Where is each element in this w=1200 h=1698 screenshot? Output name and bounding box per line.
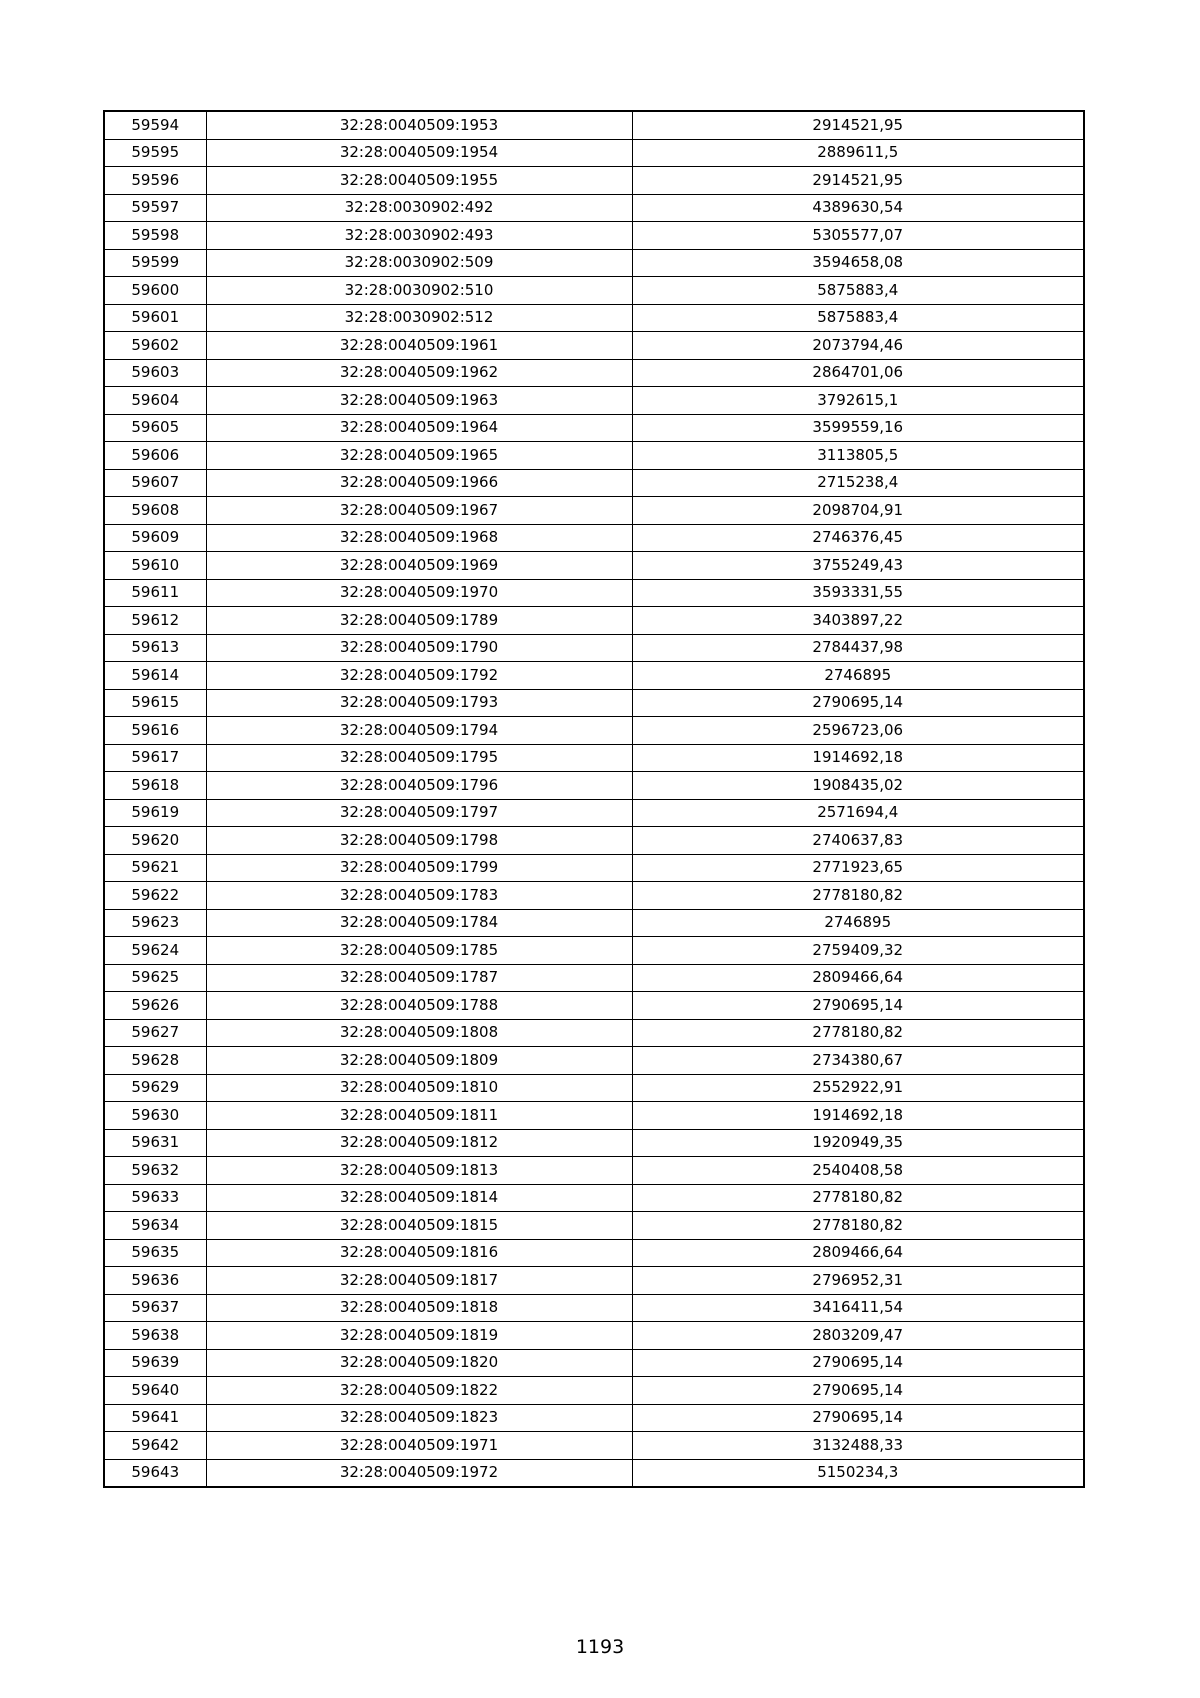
row-number-cell: 59607 bbox=[104, 469, 206, 497]
table-row bbox=[104, 882, 1084, 910]
table-row bbox=[104, 909, 1084, 937]
row-number-cell: 59619 bbox=[104, 799, 206, 827]
cadastral-number-cell: 32:28:0040509:1814 bbox=[206, 1184, 632, 1212]
row-number-cell: 59639 bbox=[104, 1349, 206, 1377]
cadastral-value-cell: 2790695,14 bbox=[632, 1349, 1084, 1377]
row-number-cell: 59616 bbox=[104, 717, 206, 745]
table-row bbox=[104, 937, 1084, 965]
table-row bbox=[104, 167, 1084, 195]
cadastral-value-cell: 2803209,47 bbox=[632, 1322, 1084, 1350]
row-number-cell: 59638 bbox=[104, 1322, 206, 1350]
cadastral-value-cell: 1914692,18 bbox=[632, 1102, 1084, 1130]
table-row bbox=[104, 1349, 1084, 1377]
cadastral-number-cell: 32:28:0040509:1954 bbox=[206, 139, 632, 167]
table-row bbox=[104, 1459, 1084, 1487]
cadastral-number-cell: 32:28:0040509:1819 bbox=[206, 1322, 632, 1350]
row-number-cell: 59599 bbox=[104, 249, 206, 277]
cadastral-number-cell: 32:28:0040509:1971 bbox=[206, 1432, 632, 1460]
cadastral-value-cell: 2778180,82 bbox=[632, 1019, 1084, 1047]
row-number-cell: 59623 bbox=[104, 909, 206, 937]
row-number-cell: 59606 bbox=[104, 442, 206, 470]
cadastral-number-cell: 32:28:0040509:1795 bbox=[206, 744, 632, 772]
row-number-cell: 59635 bbox=[104, 1239, 206, 1267]
table-row bbox=[104, 1129, 1084, 1157]
cadastral-number-cell: 32:28:0030902:492 bbox=[206, 194, 632, 222]
cadastral-value-cell: 2778180,82 bbox=[632, 1212, 1084, 1240]
row-number-cell: 59595 bbox=[104, 139, 206, 167]
cadastral-value-cell: 2746895 bbox=[632, 662, 1084, 690]
cadastral-value-cell: 5875883,4 bbox=[632, 304, 1084, 332]
cadastral-value-cell: 3755249,43 bbox=[632, 552, 1084, 580]
cadastral-number-cell: 32:28:0040509:1820 bbox=[206, 1349, 632, 1377]
table-row bbox=[104, 607, 1084, 635]
table-row bbox=[104, 827, 1084, 855]
table-row bbox=[104, 414, 1084, 442]
table-row bbox=[104, 1157, 1084, 1185]
cadastral-number-cell: 32:28:0040509:1796 bbox=[206, 772, 632, 800]
table-row bbox=[104, 111, 1084, 139]
table-row bbox=[104, 772, 1084, 800]
row-number-cell: 59609 bbox=[104, 524, 206, 552]
row-number-cell: 59628 bbox=[104, 1047, 206, 1075]
table-row bbox=[104, 1212, 1084, 1240]
cadastral-value-cell: 4389630,54 bbox=[632, 194, 1084, 222]
cadastral-value-cell: 2809466,64 bbox=[632, 964, 1084, 992]
cadastral-number-cell: 32:28:0040509:1963 bbox=[206, 387, 632, 415]
row-number-cell: 59634 bbox=[104, 1212, 206, 1240]
table-row bbox=[104, 689, 1084, 717]
row-number-cell: 59627 bbox=[104, 1019, 206, 1047]
cadastral-number-cell: 32:28:0040509:1965 bbox=[206, 442, 632, 470]
row-number-cell: 59610 bbox=[104, 552, 206, 580]
cadastral-value-cell: 2098704,91 bbox=[632, 497, 1084, 525]
cadastral-number-cell: 32:28:0040509:1794 bbox=[206, 717, 632, 745]
row-number-cell: 59636 bbox=[104, 1267, 206, 1295]
cadastral-number-cell: 32:28:0040509:1788 bbox=[206, 992, 632, 1020]
row-number-cell: 59620 bbox=[104, 827, 206, 855]
cadastral-number-cell: 32:28:0040509:1809 bbox=[206, 1047, 632, 1075]
cadastral-number-cell: 32:28:0030902:509 bbox=[206, 249, 632, 277]
table-row bbox=[104, 442, 1084, 470]
cadastral-number-cell: 32:28:0040509:1962 bbox=[206, 359, 632, 387]
cadastral-value-cell: 2778180,82 bbox=[632, 882, 1084, 910]
row-number-cell: 59630 bbox=[104, 1102, 206, 1130]
row-number-cell: 59624 bbox=[104, 937, 206, 965]
cadastral-value-cell: 1908435,02 bbox=[632, 772, 1084, 800]
row-number-cell: 59604 bbox=[104, 387, 206, 415]
cadastral-number-cell: 32:28:0040509:1966 bbox=[206, 469, 632, 497]
cadastral-value-cell: 2790695,14 bbox=[632, 992, 1084, 1020]
row-number-cell: 59615 bbox=[104, 689, 206, 717]
cadastral-number-cell: 32:28:0040509:1785 bbox=[206, 937, 632, 965]
table-row bbox=[104, 387, 1084, 415]
cadastral-number-cell: 32:28:0040509:1961 bbox=[206, 332, 632, 360]
cadastral-number-cell: 32:28:0040509:1783 bbox=[206, 882, 632, 910]
cadastral-value-cell: 2715238,4 bbox=[632, 469, 1084, 497]
row-number-cell: 59602 bbox=[104, 332, 206, 360]
table-row bbox=[104, 1267, 1084, 1295]
table-row bbox=[104, 1294, 1084, 1322]
table-row bbox=[104, 1404, 1084, 1432]
row-number-cell: 59613 bbox=[104, 634, 206, 662]
cadastral-value-cell: 2796952,31 bbox=[632, 1267, 1084, 1295]
cadastral-value-cell: 5875883,4 bbox=[632, 277, 1084, 305]
row-number-cell: 59618 bbox=[104, 772, 206, 800]
cadastral-number-cell: 32:28:0040509:1792 bbox=[206, 662, 632, 690]
table-row bbox=[104, 552, 1084, 580]
cadastral-number-cell: 32:28:0040509:1953 bbox=[206, 111, 632, 139]
cadastral-value-cell: 2596723,06 bbox=[632, 717, 1084, 745]
table-row bbox=[104, 634, 1084, 662]
row-number-cell: 59631 bbox=[104, 1129, 206, 1157]
table-body bbox=[104, 111, 1084, 1487]
cadastral-value-cell: 2540408,58 bbox=[632, 1157, 1084, 1185]
row-number-cell: 59632 bbox=[104, 1157, 206, 1185]
cadastral-value-cell: 2759409,32 bbox=[632, 937, 1084, 965]
cadastral-value-cell: 1920949,35 bbox=[632, 1129, 1084, 1157]
table-row bbox=[104, 332, 1084, 360]
row-number-cell: 59603 bbox=[104, 359, 206, 387]
cadastral-number-cell: 32:28:0040509:1816 bbox=[206, 1239, 632, 1267]
table-row bbox=[104, 1047, 1084, 1075]
row-number-cell: 59625 bbox=[104, 964, 206, 992]
cadastral-value-cell: 2790695,14 bbox=[632, 1377, 1084, 1405]
table-row bbox=[104, 277, 1084, 305]
table-row bbox=[104, 524, 1084, 552]
cadastral-number-cell: 32:28:0040509:1812 bbox=[206, 1129, 632, 1157]
row-number-cell: 59633 bbox=[104, 1184, 206, 1212]
table-row bbox=[104, 139, 1084, 167]
cadastral-number-cell: 32:28:0040509:1822 bbox=[206, 1377, 632, 1405]
table-row bbox=[104, 249, 1084, 277]
cadastral-value-cell: 2889611,5 bbox=[632, 139, 1084, 167]
table-row bbox=[104, 1432, 1084, 1460]
cadastral-value-cell: 3132488,33 bbox=[632, 1432, 1084, 1460]
cadastral-number-cell: 32:28:0040509:1815 bbox=[206, 1212, 632, 1240]
cadastral-number-cell: 32:28:0040509:1810 bbox=[206, 1074, 632, 1102]
cadastral-value-cell: 3403897,22 bbox=[632, 607, 1084, 635]
cadastral-value-cell: 2073794,46 bbox=[632, 332, 1084, 360]
table-row bbox=[104, 1377, 1084, 1405]
cadastral-value-cell: 2746376,45 bbox=[632, 524, 1084, 552]
table-row bbox=[104, 1074, 1084, 1102]
table-row bbox=[104, 992, 1084, 1020]
table-row bbox=[104, 1019, 1084, 1047]
cadastral-value-table bbox=[103, 110, 1085, 1488]
cadastral-number-cell: 32:28:0030902:510 bbox=[206, 277, 632, 305]
cadastral-number-cell: 32:28:0040509:1817 bbox=[206, 1267, 632, 1295]
cadastral-value-cell: 2771923,65 bbox=[632, 854, 1084, 882]
cadastral-number-cell: 32:28:0040509:1790 bbox=[206, 634, 632, 662]
cadastral-number-cell: 32:28:0040509:1970 bbox=[206, 579, 632, 607]
table-row bbox=[104, 359, 1084, 387]
cadastral-number-cell: 32:28:0040509:1823 bbox=[206, 1404, 632, 1432]
table-row bbox=[104, 854, 1084, 882]
row-number-cell: 59643 bbox=[104, 1459, 206, 1487]
table-row bbox=[104, 744, 1084, 772]
cadastral-number-cell: 32:28:0040509:1811 bbox=[206, 1102, 632, 1130]
cadastral-number-cell: 32:28:0040509:1799 bbox=[206, 854, 632, 882]
row-number-cell: 59600 bbox=[104, 277, 206, 305]
cadastral-number-cell: 32:28:0040509:1967 bbox=[206, 497, 632, 525]
table-row bbox=[104, 579, 1084, 607]
cadastral-number-cell: 32:28:0040509:1969 bbox=[206, 552, 632, 580]
table-row bbox=[104, 799, 1084, 827]
cadastral-value-cell: 3593331,55 bbox=[632, 579, 1084, 607]
table-row bbox=[104, 469, 1084, 497]
cadastral-value-cell: 3594658,08 bbox=[632, 249, 1084, 277]
row-number-cell: 59597 bbox=[104, 194, 206, 222]
row-number-cell: 59614 bbox=[104, 662, 206, 690]
table-row bbox=[104, 662, 1084, 690]
cadastral-value-cell: 2809466,64 bbox=[632, 1239, 1084, 1267]
cadastral-value-cell: 2740637,83 bbox=[632, 827, 1084, 855]
row-number-cell: 59622 bbox=[104, 882, 206, 910]
cadastral-value-cell: 3792615,1 bbox=[632, 387, 1084, 415]
table-row bbox=[104, 222, 1084, 250]
row-number-cell: 59601 bbox=[104, 304, 206, 332]
cadastral-number-cell: 32:28:0040509:1789 bbox=[206, 607, 632, 635]
row-number-cell: 59605 bbox=[104, 414, 206, 442]
cadastral-value-cell: 2790695,14 bbox=[632, 689, 1084, 717]
cadastral-value-cell: 2790695,14 bbox=[632, 1404, 1084, 1432]
row-number-cell: 59637 bbox=[104, 1294, 206, 1322]
cadastral-number-cell: 32:28:0040509:1787 bbox=[206, 964, 632, 992]
cadastral-value-cell: 2914521,95 bbox=[632, 167, 1084, 195]
cadastral-value-cell: 1914692,18 bbox=[632, 744, 1084, 772]
row-number-cell: 59629 bbox=[104, 1074, 206, 1102]
cadastral-value-cell: 3599559,16 bbox=[632, 414, 1084, 442]
table-row bbox=[104, 304, 1084, 332]
cadastral-number-cell: 32:28:0030902:493 bbox=[206, 222, 632, 250]
cadastral-value-cell: 5150234,3 bbox=[632, 1459, 1084, 1487]
row-number-cell: 59611 bbox=[104, 579, 206, 607]
cadastral-value-cell: 3416411,54 bbox=[632, 1294, 1084, 1322]
row-number-cell: 59621 bbox=[104, 854, 206, 882]
cadastral-number-cell: 32:28:0040509:1797 bbox=[206, 799, 632, 827]
cadastral-number-cell: 32:28:0040509:1964 bbox=[206, 414, 632, 442]
row-number-cell: 59596 bbox=[104, 167, 206, 195]
cadastral-number-cell: 32:28:0040509:1813 bbox=[206, 1157, 632, 1185]
row-number-cell: 59608 bbox=[104, 497, 206, 525]
cadastral-value-cell: 3113805,5 bbox=[632, 442, 1084, 470]
row-number-cell: 59612 bbox=[104, 607, 206, 635]
cadastral-value-cell: 2734380,67 bbox=[632, 1047, 1084, 1075]
page-number: 1193 bbox=[575, 1636, 625, 1658]
row-number-cell: 59626 bbox=[104, 992, 206, 1020]
cadastral-value-cell: 2784437,98 bbox=[632, 634, 1084, 662]
cadastral-number-cell: 32:28:0040509:1968 bbox=[206, 524, 632, 552]
table-row bbox=[104, 194, 1084, 222]
cadastral-number-cell: 32:28:0040509:1955 bbox=[206, 167, 632, 195]
cadastral-number-cell: 32:28:0040509:1972 bbox=[206, 1459, 632, 1487]
cadastral-number-cell: 32:28:0030902:512 bbox=[206, 304, 632, 332]
cadastral-number-cell: 32:28:0040509:1798 bbox=[206, 827, 632, 855]
cadastral-number-cell: 32:28:0040509:1808 bbox=[206, 1019, 632, 1047]
cadastral-number-cell: 32:28:0040509:1793 bbox=[206, 689, 632, 717]
table-row bbox=[104, 717, 1084, 745]
table-row bbox=[104, 1184, 1084, 1212]
table-row bbox=[104, 964, 1084, 992]
table-row bbox=[104, 1102, 1084, 1130]
cadastral-value-cell: 5305577,07 bbox=[632, 222, 1084, 250]
table-row bbox=[104, 1322, 1084, 1350]
cadastral-number-cell: 32:28:0040509:1784 bbox=[206, 909, 632, 937]
row-number-cell: 59640 bbox=[104, 1377, 206, 1405]
cadastral-value-cell: 2746895 bbox=[632, 909, 1084, 937]
table-row bbox=[104, 1239, 1084, 1267]
cadastral-value-cell: 2552922,91 bbox=[632, 1074, 1084, 1102]
cadastral-value-cell: 2914521,95 bbox=[632, 111, 1084, 139]
row-number-cell: 59641 bbox=[104, 1404, 206, 1432]
cadastral-number-cell: 32:28:0040509:1818 bbox=[206, 1294, 632, 1322]
cadastral-value-cell: 2778180,82 bbox=[632, 1184, 1084, 1212]
table-row bbox=[104, 497, 1084, 525]
row-number-cell: 59594 bbox=[104, 111, 206, 139]
cadastral-value-cell: 2571694,4 bbox=[632, 799, 1084, 827]
row-number-cell: 59598 bbox=[104, 222, 206, 250]
cadastral-value-cell: 2864701,06 bbox=[632, 359, 1084, 387]
row-number-cell: 59642 bbox=[104, 1432, 206, 1460]
row-number-cell: 59617 bbox=[104, 744, 206, 772]
